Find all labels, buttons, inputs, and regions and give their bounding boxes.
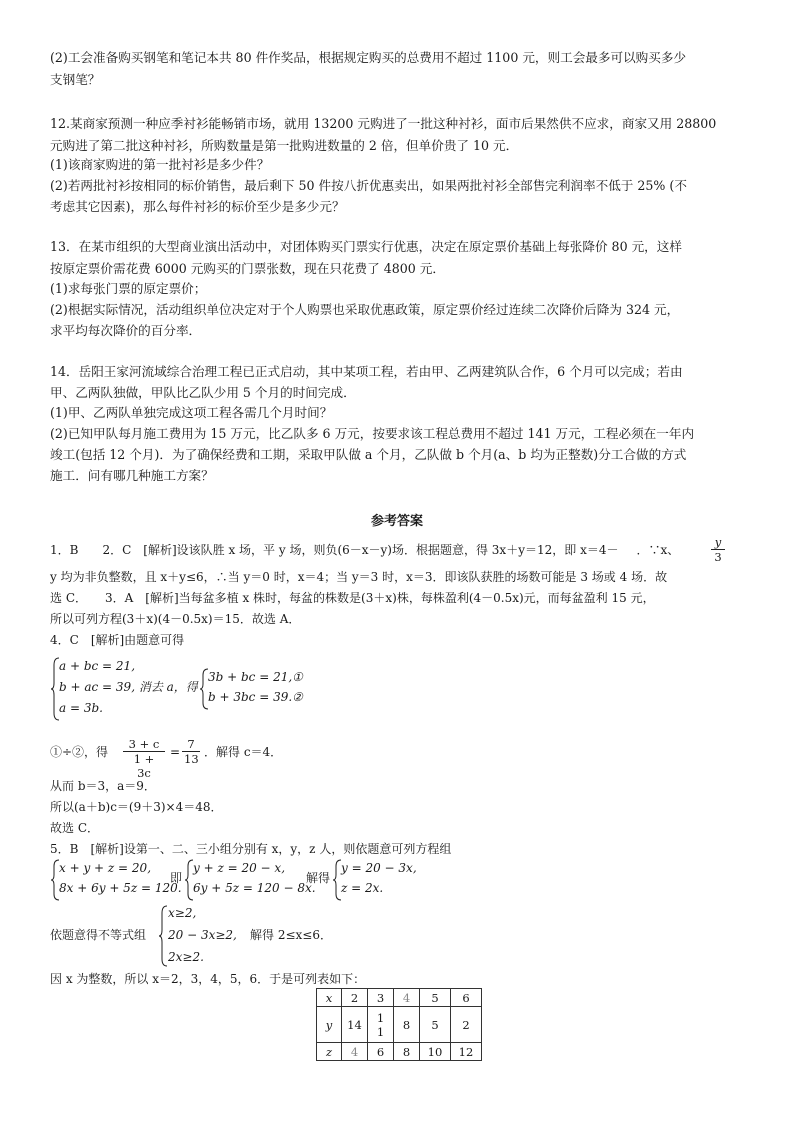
table-cell: 3 — [368, 989, 394, 1007]
answer4-system2-row2: b + 3bc = 39.② — [208, 690, 303, 704]
answer4-division-post: ．解得 c＝4． — [204, 745, 283, 759]
table-cell: 5 — [420, 989, 451, 1007]
answer5-systemC — [341, 860, 417, 896]
answer4-line-b: 从而 b＝3，a＝9． — [50, 779, 156, 793]
answer4-fraction2-num: 7 — [182, 737, 200, 752]
table-row-y — [317, 1007, 482, 1043]
answer5-inequality-system — [168, 905, 237, 965]
answer5-line-last: 因 x 为整数，所以 x＝2，3，4，5，6．于是可列表如下： — [50, 972, 366, 986]
answer4-fraction1 — [123, 737, 165, 780]
q13-line4: (2)根据实际情况，活动组织单位决定对于个人购票也采取优惠政策，原定票价经过连续二次降价后降为 324 元， — [50, 302, 680, 317]
answer5-systemB-row2: 6y + 5z = 120 − 8x. — [193, 881, 316, 895]
table-cell-highlight: 4 — [342, 1043, 368, 1061]
answer5-inequality-row2: 20 − 3x≥2, — [168, 928, 237, 942]
answer1-fraction-den: 3 — [714, 550, 722, 564]
table-row-z — [317, 1043, 482, 1061]
table-cell: 6 — [451, 989, 482, 1007]
table-cell: y — [317, 1007, 342, 1043]
table-cell: 2 — [451, 1007, 482, 1043]
answer1-line1-pre: 1．B 2．C [解析]设该队胜 x 场，平 y 场，则负(6－x－y)场．根据题意，得 3x＋y＝12，即 x＝4－ — [50, 543, 619, 557]
table-cell: z — [317, 1043, 342, 1061]
answer5-ji: 即 — [170, 871, 183, 885]
answer4-fraction1-den: 1 + 3c — [133, 752, 155, 780]
answer5-systemA-row2: 8x + 6y + 5z = 120. — [59, 881, 182, 895]
q14-line3: (1)甲、乙两队单独完成这项工程各需几个月时间？ — [50, 405, 333, 420]
table-cell: 10 — [420, 1043, 451, 1061]
answer5-inequality-post: 解得 2≤x≤6． — [250, 928, 332, 942]
answer5-inequality-row1: x≥2, — [168, 906, 197, 920]
answer4-fraction2-den: 13 — [184, 752, 199, 766]
values-table — [316, 988, 482, 1061]
q13-line2: 按原定票价需花费 6000 元购买的门票张数，现在只花费了 4800 元． — [50, 261, 445, 276]
answer1-line1-post: ．∵x、 — [636, 543, 680, 557]
q14-line5: 竣工(包括 12 个月)．为了确保经费和工期，采取甲队做 a 个月，乙队做 b 个月(a、b 均为正整数)分工合做的方式 — [50, 447, 687, 462]
answer1-line3: 选 C． 3．A [解析]当每盆多植 x 株时，每盆的株数是(3＋x)株，每株盈利(4－0.5x)元，而每盆盈利 15 元， — [50, 591, 655, 605]
table-cell: x — [317, 989, 342, 1007]
answer4-system1-row3: a = 3b. — [59, 701, 103, 715]
q14-line1: 14．岳阳王家河流域综合治理工程已正式启动，其中某项工程，若由甲、乙两建筑队合作，6 个月可以完成；若由 — [50, 364, 683, 379]
answer1-fraction — [711, 535, 725, 564]
answer4-system2 — [208, 669, 303, 705]
answer4-system1-row1: a + bc = 21, — [59, 659, 136, 673]
q14-line6: 施工．问有哪几种施工方案？ — [50, 468, 214, 483]
answer4-line1: 4．C [解析]由题意可得 — [50, 633, 185, 647]
answer4-equals: = — [170, 745, 181, 759]
answer4-fraction1-num: 3 + c — [123, 737, 165, 752]
answer1-line2: y 均为非负整数，且 x＋y≤6，∴当 y＝0 时，x＝4；当 y＝3 时，x＝3．即该队获胜的场数可能是 3 场或 4 场．故 — [50, 570, 668, 584]
table-cell: 2 — [342, 989, 368, 1007]
q11-part2-line2: 支钢笔？ — [50, 72, 101, 87]
q14-line2: 甲、乙两队独做，甲队比乙队少用 5 个月的时间完成． — [50, 385, 356, 400]
q14-line4: (2)已知甲队每月施工费用为 15 万元，比乙队多 6 万元，按要求该工程总费用不超过 141 万元，工程必须在一年内 — [50, 426, 695, 441]
table-cell: 12 — [451, 1043, 482, 1061]
q13-line5: 求平均每次降价的百分率． — [50, 323, 202, 338]
answer5-systemB — [193, 860, 316, 896]
table-cell-stacked-bottom: 1 — [376, 1024, 385, 1039]
answer5-line1: 5．B [解析]设第一、二、三小组分别有 x，y，z 人，则依题意可列方程组 — [50, 842, 452, 856]
answer4-system1 — [59, 658, 198, 716]
answer5-inequality-pre: 依题意得不等式组 — [50, 928, 147, 942]
answer5-inequality-brace — [158, 905, 168, 967]
answer4-division-pre: ①÷②，得 — [50, 745, 109, 759]
q12-line4: (2)若两批衬衫按相同的标价销售，最后剩下 50 件按八折优惠卖出，如果两批衬衫全部售完利润率不低于 25% (不 — [50, 178, 687, 193]
answer5-jiede: 解得 — [306, 871, 331, 885]
answer5-systemC-row2: z = 2x. — [341, 881, 384, 895]
q13-line3: (1)求每张门票的原定票价； — [50, 281, 207, 296]
answer5-systemC-row1: y = 20 − 3x, — [341, 861, 417, 875]
q13-line1: 13．在某市组织的大型商业演出活动中，对团体购买门票实行优惠，决定在原定票价基础上每张降价 80 元，这样 — [50, 239, 682, 254]
answer4-system1-row2: b + ac = 39, 消去 a，得 — [59, 680, 198, 694]
table-cell: 8 — [394, 1007, 420, 1043]
answer4-line-c: 所以(a＋b)c＝(9＋3)×4＝48． — [50, 800, 223, 814]
table-cell: 6 — [368, 1043, 394, 1061]
table-cell-stacked-top: 1 — [376, 1010, 385, 1025]
answers-title: 参考答案 — [370, 514, 423, 529]
table-row-x — [317, 989, 482, 1007]
table-cell: 8 — [394, 1043, 420, 1061]
answer5-systemA-row1: x + y + z = 20, — [59, 861, 152, 875]
q12-line2: 元购进了第二批这种衬衫，所购数量是第一批购进数量的 2 倍，但单价贵了 10 元． — [50, 138, 519, 153]
answer1-line4: 所以可列方程(3＋x)(4－0.5x)＝15．故选 A． — [50, 612, 301, 626]
answer4-system2-row1: 3b + bc = 21,① — [208, 670, 303, 684]
answer4-fraction2 — [182, 737, 200, 766]
q11-part2-line1: (2)工会准备购买钢笔和笔记本共 80 件作奖品，根据规定购买的总费用不超过 1100 元，则工会最多可以购买多少 — [50, 50, 687, 65]
answer1-fraction-num: y — [711, 535, 725, 550]
q12-line3: (1)该商家购进的第一批衬衫是多少件？ — [50, 157, 270, 172]
answer5-inequality-row3: 2x≥2. — [168, 950, 204, 964]
table-cell: 14 — [342, 1007, 368, 1043]
table-cell-highlight: 4 — [394, 989, 420, 1007]
q12-line5: 考虑其它因素)，那么每件衬衫的标价至少是多少元？ — [50, 199, 345, 214]
answer1-line1 — [50, 542, 679, 558]
answer4-line-d: 故选 C． — [50, 821, 99, 835]
table-cell: 5 — [420, 1007, 451, 1043]
table-cell-stacked — [368, 1007, 394, 1043]
q12-line1: 12.某商家预测一种应季衬衫能畅销市场，就用 13200 元购进了一批这种衬衫，面市后果然供不应求，商家又用 28800 — [50, 116, 717, 131]
answer5-systemA — [59, 860, 182, 896]
answer5-systemB-row1: y + z = 20 − x, — [193, 861, 286, 875]
